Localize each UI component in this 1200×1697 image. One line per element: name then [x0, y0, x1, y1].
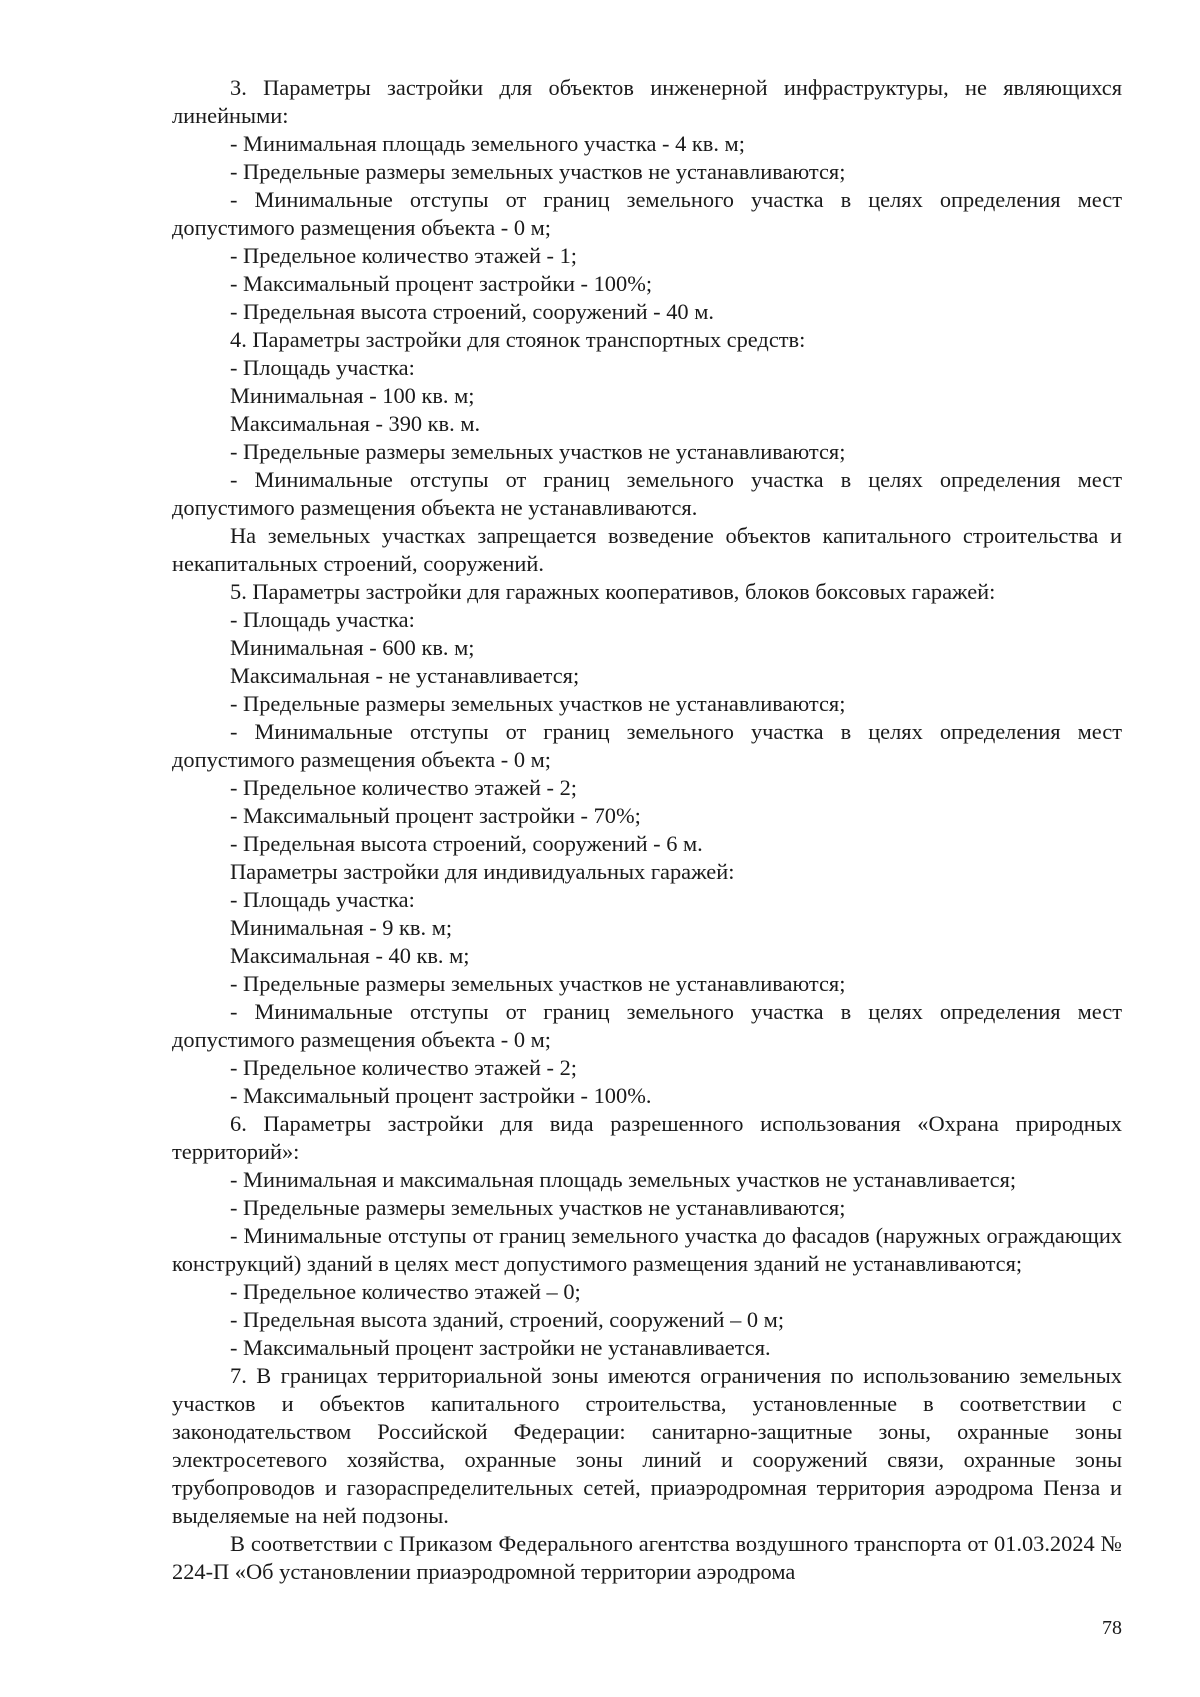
paragraph: - Максимальный процент застройки не устанавливается. [230, 1335, 771, 1360]
paragraph: - Площадь участка: [230, 887, 415, 912]
paragraph: - Предельная высота строений, сооружений - 40 м. [230, 299, 714, 324]
paragraph: - Максимальный процент застройки - 70%; [230, 803, 641, 828]
page-number: 78 [1102, 1617, 1122, 1639]
paragraph: - Предельная высота строений, сооружений - 6 м. [230, 831, 703, 856]
paragraph: Параметры застройки для индивидуальных гаражей: [230, 859, 735, 884]
paragraph: - Предельное количество этажей - 2; [230, 1055, 578, 1080]
paragraph: - Максимальный процент застройки - 100%; [230, 271, 653, 296]
paragraph: 5. Параметры застройки для гаражных кооперативов, блоков боксовых гаражей: [230, 579, 996, 604]
paragraph: - Минимальные отступы от границ земельного участка в целях определения мест допустимого размещения объекта - 0 м; [172, 719, 1122, 772]
paragraph: - Предельные размеры земельных участков не устанавливаются; [230, 691, 846, 716]
paragraph: - Предельное количество этажей – 0; [230, 1279, 581, 1304]
paragraph: Минимальная - 100 кв. м; [230, 383, 475, 408]
paragraph: - Минимальные отступы от границ земельного участка в целях определения мест допустимого размещения объекта - 0 м; [172, 187, 1122, 240]
paragraph: - Предельные размеры земельных участков не устанавливаются; [230, 1195, 846, 1220]
paragraph: - Минимальные отступы от границ земельного участка до фасадов (наружных ограждающих конструкций) зданий в целях мест допустимого размещения зданий не устанавливаются; [172, 1223, 1122, 1276]
paragraph: Максимальная - 40 кв. м; [230, 943, 470, 968]
paragraph: - Предельная высота зданий, строений, сооружений – 0 м; [230, 1307, 785, 1332]
paragraph: - Предельные размеры земельных участков не устанавливаются; [230, 439, 846, 464]
paragraph: - Максимальный процент застройки - 100%. [230, 1083, 652, 1108]
paragraph: - Минимальная площадь земельного участка - 4 кв. м; [230, 131, 745, 156]
paragraph: Минимальная - 600 кв. м; [230, 635, 475, 660]
paragraph: На земельных участках запрещается возведение объектов капитального строительства и некапитальных строений, сооружений. [172, 523, 1122, 576]
paragraph: Максимальная - не устанавливается; [230, 663, 580, 688]
paragraph: - Площадь участка: [230, 607, 415, 632]
paragraph: - Минимальная и максимальная площадь земельных участков не устанавливается; [230, 1167, 1017, 1192]
paragraph: - Предельное количество этажей - 2; [230, 775, 578, 800]
paragraph: 7. В границах территориальной зоны имеются ограничения по использованию земельных участков и объектов капитального строительства, установленные в соответствии с законодательством Российской Федерации: санитарно-защитные зоны, охранные зоны электросетевого хозяйства, охранные зоны линий и сооружений связи, охранные зоны трубопроводов и газораспределительных сетей, приаэродромная территория аэродрома Пенза и выделяемые на ней подзоны. [172, 1363, 1122, 1528]
paragraph: - Предельные размеры земельных участков не устанавливаются; [230, 159, 846, 184]
paragraph: - Предельные размеры земельных участков не устанавливаются; [230, 971, 846, 996]
document-body [172, 74, 1122, 1586]
paragraph: - Площадь участка: [230, 355, 415, 380]
paragraph: 4. Параметры застройки для стоянок транспортных средств: [230, 327, 806, 352]
paragraph: - Минимальные отступы от границ земельного участка в целях определения мест допустимого размещения объекта не устанавливаются. [172, 467, 1122, 520]
paragraph: В соответствии с Приказом Федерального агентства воздушного транспорта от 01.03.2024 № 224-П «Об установлении приаэродромной территории аэродрома [172, 1531, 1122, 1584]
paragraph: - Предельное количество этажей - 1; [230, 243, 578, 268]
paragraph: - Минимальные отступы от границ земельного участка в целях определения мест допустимого размещения объекта - 0 м; [172, 999, 1122, 1052]
paragraph: 3. Параметры застройки для объектов инженерной инфраструктуры, не являющихся линейными: [172, 75, 1122, 128]
paragraph: Максимальная - 390 кв. м. [230, 411, 481, 436]
paragraph: 6. Параметры застройки для вида разрешенного использования «Охрана природных территорий»: [172, 1111, 1122, 1164]
paragraph: Минимальная - 9 кв. м; [230, 915, 453, 940]
